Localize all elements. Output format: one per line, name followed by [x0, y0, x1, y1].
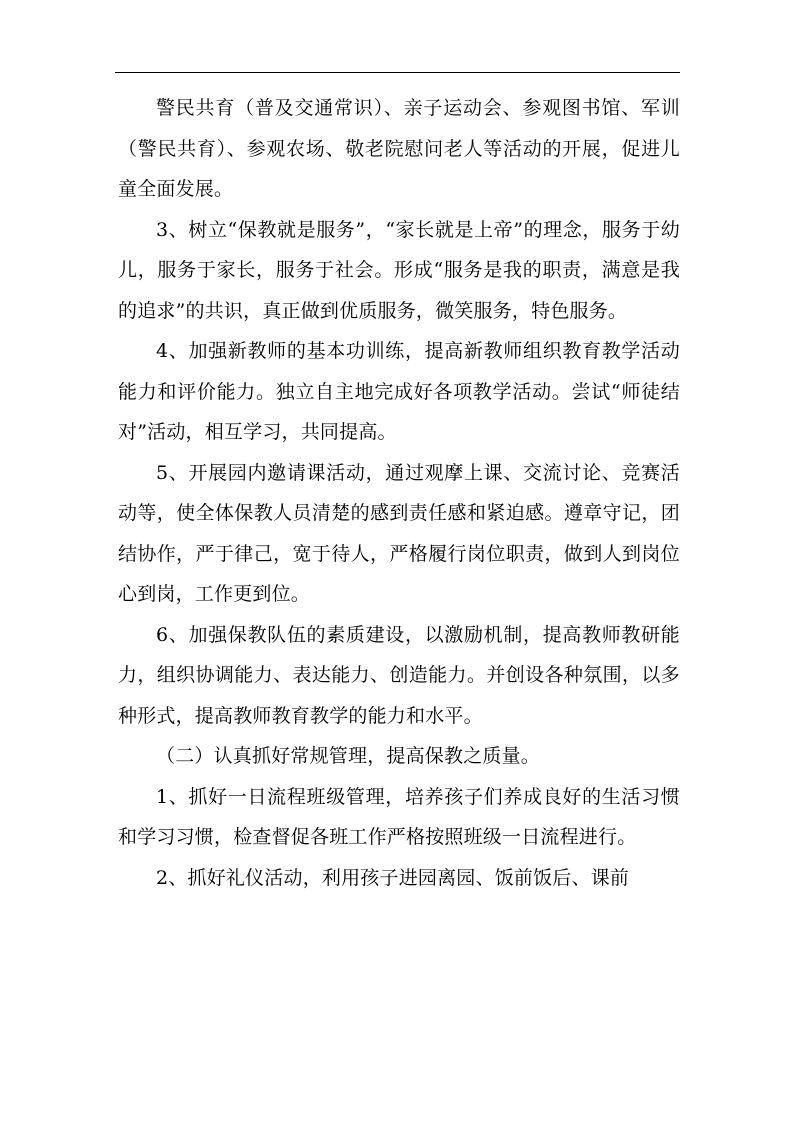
header-rule	[115, 72, 680, 73]
paragraph-item-4: 4、加强新教师的基本功训练，提高新教师组织教育教学活动能力和评价能力。独立自主地完成好各项教学活动。尝试“师徒结对”活动，相互学习，共同提高。	[118, 340, 680, 443]
paragraph-subitem-1: 1、抓好一日流程班级管理，培养孩子们养成良好的生活习惯和学习习惯，检查督促各班工作严格按照班级一日流程进行。	[118, 785, 680, 848]
paragraph-item-3: 3、树立“保教就是服务”，“家长就是上帝”的理念，服务于幼儿，服务于家长，服务于社会。形成“服务是我的职责，满意是我的追求”的共识，真正做到优质服务，微笑服务，特色服务。	[118, 218, 680, 322]
paragraph-subitem-2: 2、抓好礼仪活动，利用孩子进园离园、饭前饭后、课前	[156, 866, 630, 889]
section-heading-2: （二）认真抓好常规管理，提高保教之质量。	[156, 745, 541, 767]
document-body	[118, 88, 680, 898]
paragraph-item-5: 5、开展园内邀请课活动，通过观摩上课、交流讨论、竞赛活动等，使全体保教人员清楚的感到责任感和紧迫感。遵章守记，团结协作，严于律己，宽于待人，严格履行岗位职责，做到人到岗位心到岗，工作更到位。	[118, 461, 680, 605]
paragraph-activities: 警民共育（普及交通常识）、亲子运动会、参观图书馆、军训（警民共育）、参观农场、敬老院慰问老人等活动的开展，促进儿童全面发展。	[118, 97, 680, 200]
paragraph-item-6: 6、加强保教队伍的素质建设，以激励机制，提高教师教研能力，组织协调能力、表达能力、创造能力。并创设各种氛围，以多种形式，提高教师教育教学的能力和水平。	[118, 623, 680, 727]
